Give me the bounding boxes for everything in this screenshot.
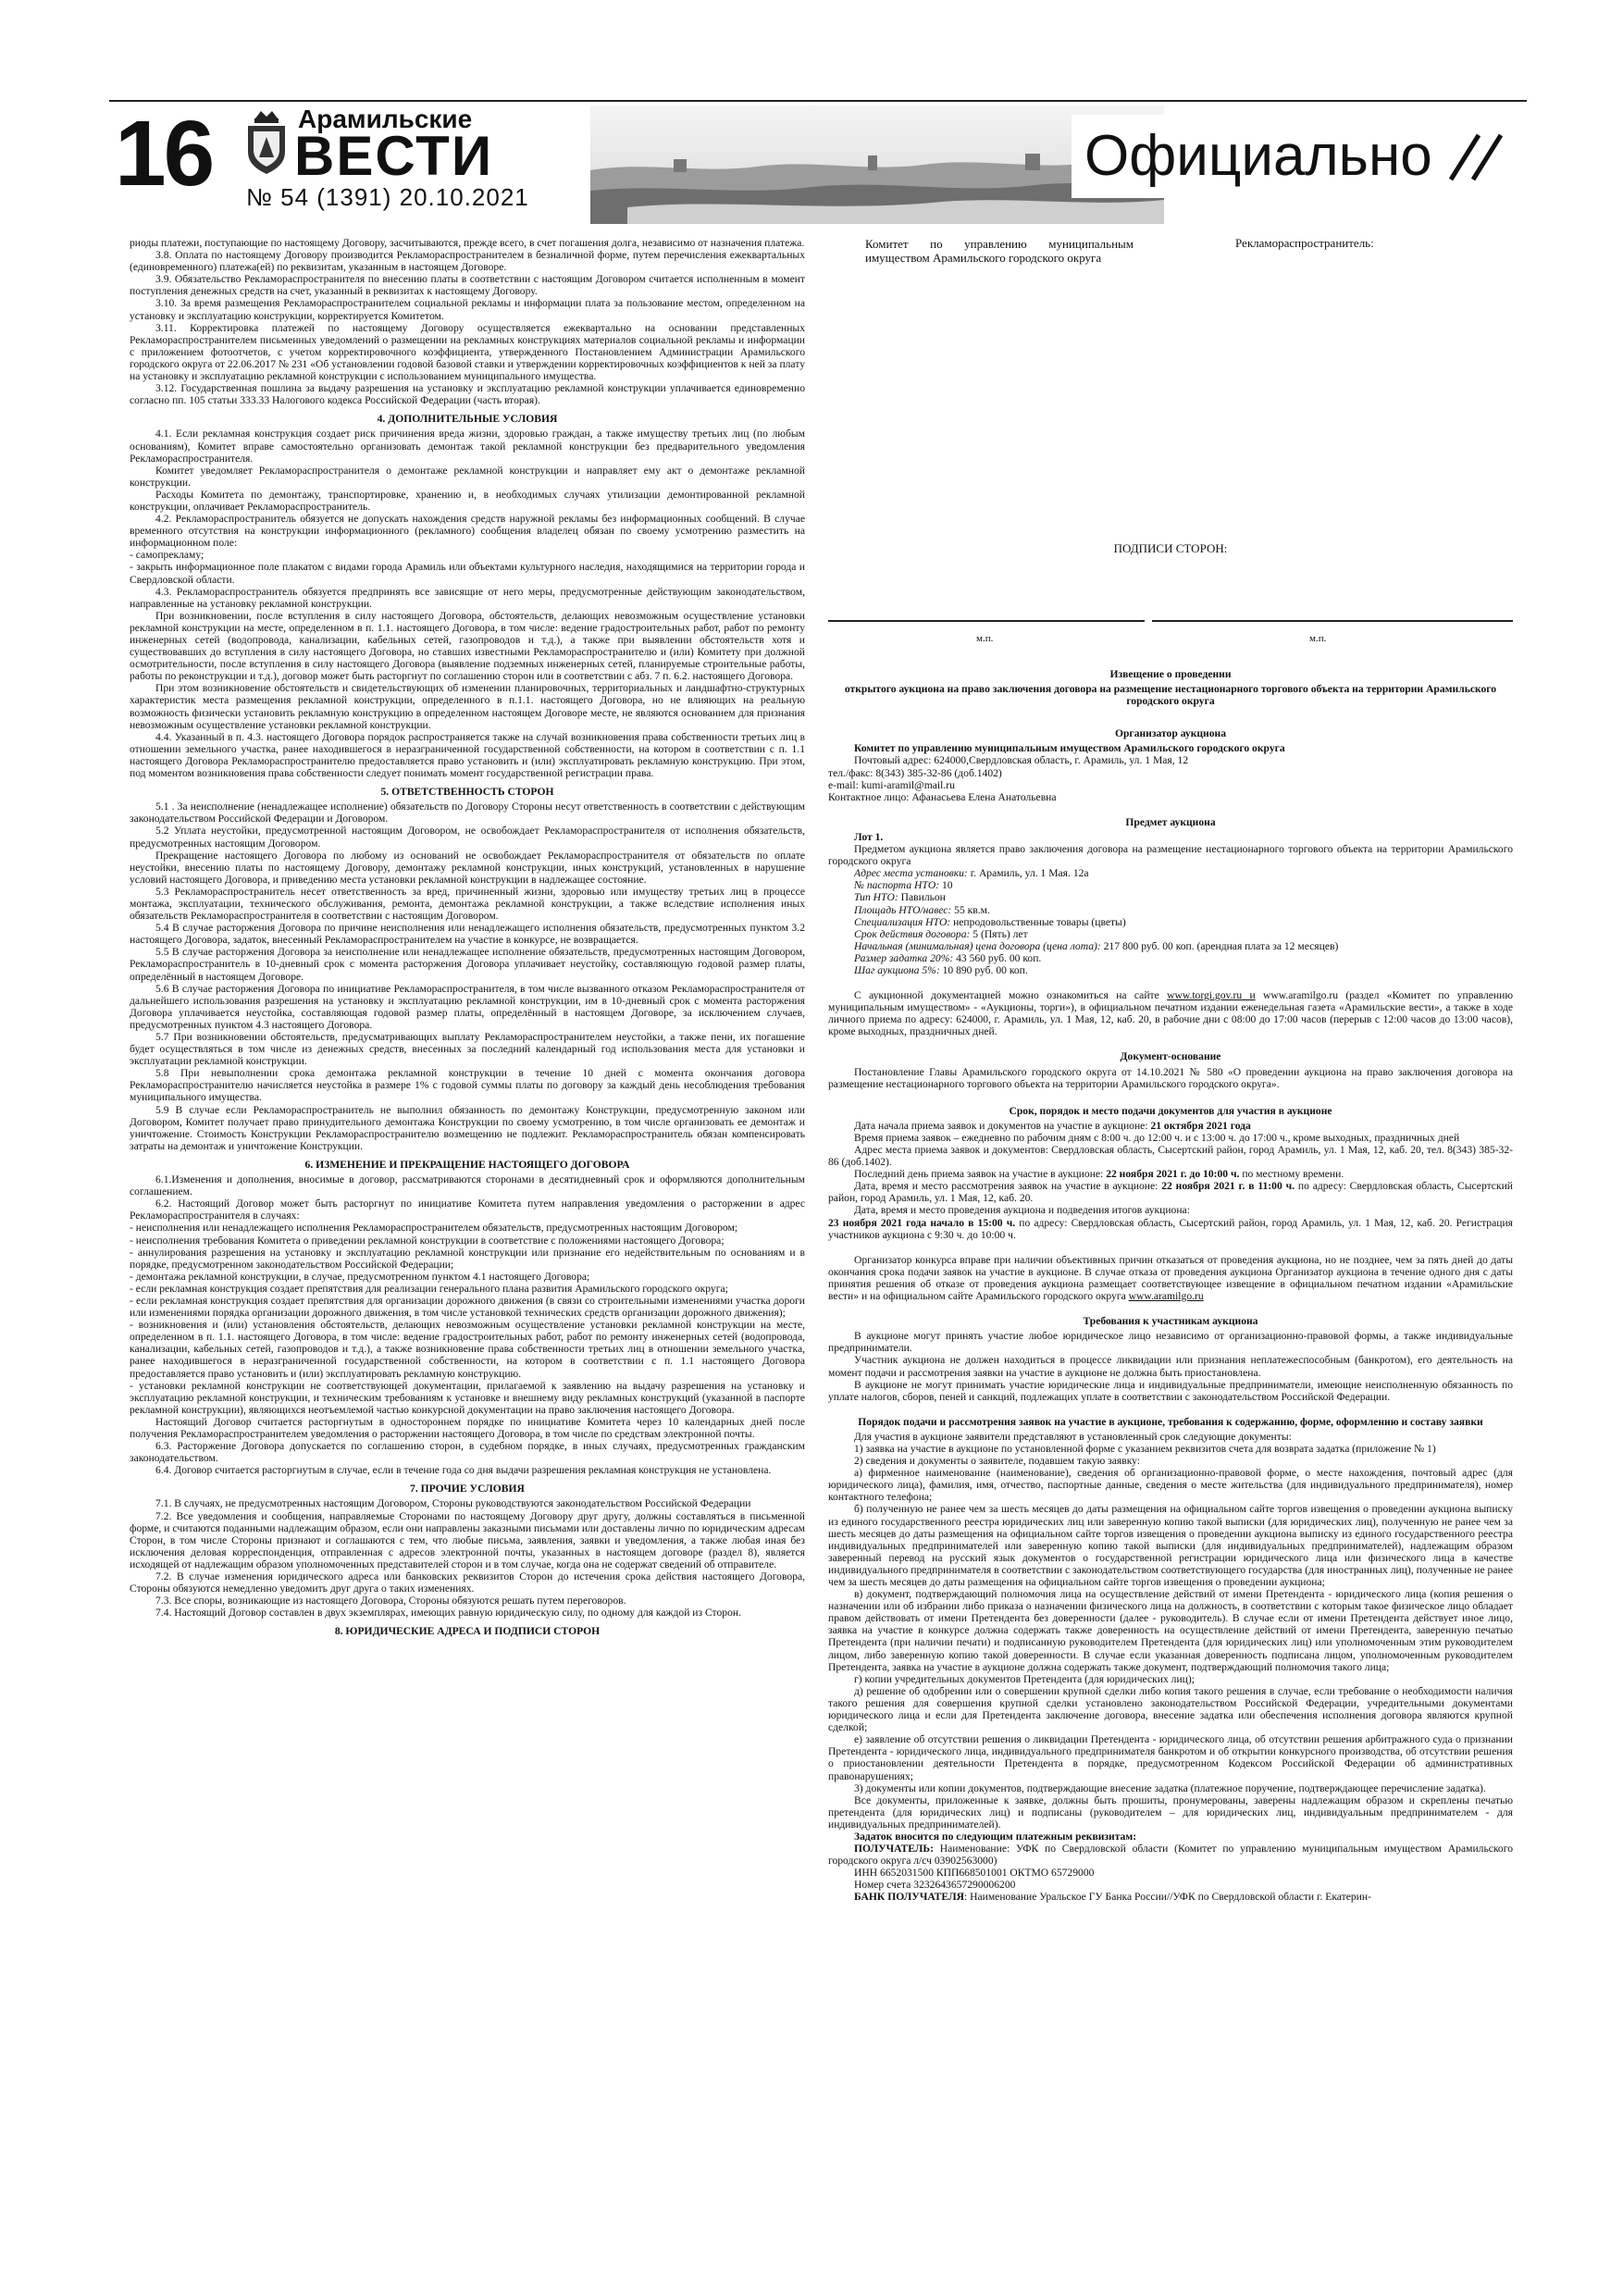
paragraph: 4.4. Указанный в п. 4.3. настоящего Договора порядок распространяется также на случай возникновения права собственности третьих лиц в отношении земельного участка, ранее находившегося в неразграниченной государственной собственности, на котором в соответствии с п. 1.1 настоящего Договора Рекламораспространителю предоставляется право установить и (или) эксплуатировать рекламную конструкцию. При этом, под моментом возникновения права собственности следует понимать момент государственной регистрации права. <box>130 730 805 780</box>
notice-subtitle: открытого аукциона на право заключения договора на размещение нестационарного торгового объекта на территории Арамильского городского округа <box>844 683 1497 708</box>
paragraph: в) документ, подтверждающий полномочия лица на осуществление действий от имени Претендента - юридического лица (копия решения о назначении или об избрании либо приказа о назначении физического лица на должность, в соответствии с которым такое физическое лицо обладает правом действовать от имени Претендента без доверенности (далее - руководитель). В случае если от имени Претендента действует иное лицо, заявка на участие в конкурсе должна содержать также доверенность на осуществление действий от имени Претендента, заверенную печатью Претендента (при наличии печати) и подписанную руководителем Претендента (для юридических лиц) или уполномоченным этим руководителем лицом, либо заверенную копию такой доверенности. В случае если указанная доверенность подписана лицом, уполномоченным руководителем Претендента, заявка на участие в аукционе должна содержать также документ, подтверждающий полномочия такого лица; <box>828 1588 1513 1673</box>
field-value: 5 (Пять) лет <box>970 927 1028 940</box>
paragraph: Прекращение настоящего Договора по любому из оснований не освобождает Рекламораспространителя от обязательств по оплате неустойки, внесению платы по настоящему Договору, демонтажу рекламной конструкции, иных конструкций, установленных в нарушение условий настоящего Договора, и приведению места установки рекламной конструкции в надлежащее состояние. <box>130 849 805 886</box>
lot-field <box>828 940 1513 952</box>
paragraph: 2) сведения и документы о заявителе, подавшем такую заявку: <box>854 1455 1141 1468</box>
section-heading: 5. ОТВЕТСТВЕННОСТЬ СТОРОН <box>380 786 554 799</box>
paragraph: 5.4 В случае расторжения Договора по причине неисполнения или ненадлежащего исполнения обязательств, предусмотренных пунктом 3.2 настоящего Договора, задаток, внесенный Рекламораспространителем на участие в конкурсе, не возвращается. <box>130 922 805 947</box>
paragraph: 5.1 . За неисполнение (ненадлежащее исполнение) обязательств по Договору Стороны несут ответственность в соответствии с действующим законодательством Российской Федерации и Договором. <box>130 800 805 825</box>
lot-field <box>828 952 1513 964</box>
paragraph: 3.8. Оплата по настоящему Договору производится Рекламораспространителем в безналичной форме, путем перечисления ежеквартальных (единовременного) платежа(ей) по реквизитам, указанным в настоящем Договоре. <box>130 249 805 274</box>
seal-labels <box>828 626 1513 661</box>
field-label: Адрес места установки: <box>854 867 968 880</box>
paragraph: Дата начала приема заявок и документов на участие в аукционе: 21 октября 2021 года <box>854 1119 1251 1132</box>
paper-name-top: Арамильские <box>298 105 473 133</box>
paragraph: - закрыть информационное поле плакатом с видами города Арамиль или объектами культурного наследия, находящимися на территории города и Свердловской области. <box>130 561 805 586</box>
paragraph: б) полученную не ранее чем за шесть месяцев до даты размещения на официальном сайте торгов извещения о проведении аукциона выписку из единого государственного реестра юридических лиц или заверенную копию такой выписки (для юридических лиц), полученную не ранее чем за шесть месяцев до даты размещения на официальном сайте торгов извещения о проведении аукциона выписку из единого государственного реестра индивидуальных предпринимателей или заверенную копию такой выписки (для индивидуальных предпринимателей), надлежащим образом заверенный перевод на русский язык документов о государственной регистрации юридического лица или физического лица в качестве индивидуального предпринимателя в соответствии с законодательством соответствующего государства (для иностранных лиц), полученные не ранее чем за шесть месяцев до даты размещения на официальном сайте торгов извещения о проведении аукциона; <box>828 1503 1513 1588</box>
paragraph: При этом возникновение обстоятельств и свидетельствующих об изменении планировочных, территориальных и ландшафтно-структурных характеристик места размещения рекламной конструкции, определенного в п.1.1. настоящего Договора, но не влияющих на реальную возможность физически установить рекламную конструкцию в определенном настоящем Договоре месте, не являются основанием для признания невозможным осуществление установки рекламной конструкции. <box>130 682 805 731</box>
paragraph: Время приема заявок – ежедневно по рабочим дням с 8:00 ч. до 12:00 ч. и с 13:00 ч. до 17:00 ч., кроме выходных, праздничных дней <box>854 1131 1460 1144</box>
paragraph: 7.1. В случаях, не предусмотренных настоящим Договором, Стороны руководствуются законодательством Российской Федерации <box>155 1497 751 1510</box>
field-label: Размер задатка 20%: <box>854 951 954 964</box>
section-heading: Порядок подачи и рассмотрения заявок на участие в аукционе, требования к содержанию, форме, оформлению и составу заявки <box>858 1415 1483 1428</box>
lot-field <box>828 891 1513 903</box>
paragraph: БАНК ПОЛУЧАТЕЛЯ: Наименование Уральское ГУ Банка России//УФК по Свердловской области г. Екатерин- <box>854 1891 1371 1904</box>
page-number: 16 <box>115 102 213 205</box>
paragraph: Все документы, приложенные к заявке, должны быть прошиты, пронумерованы, заверены надлежащим образом и скреплены печатью претендента (для юридических лиц) и подписаны (руководителем – для юридических лиц, индивидуальным предпринимателем - для индивидуальных предпринимателей). <box>828 1793 1513 1831</box>
seal-label: м.п. <box>976 633 994 644</box>
paragraph: Для участия в аукционе заявители представляют в установленный срок следующие документы: <box>854 1430 1292 1443</box>
section-heading: Предмет аукциона <box>1125 815 1216 828</box>
org-contact: Контактное лицо: Афанасьева Елена Анатольевна <box>828 790 1057 803</box>
paragraph: Комитет уведомляет Рекламораспространителя о демонтаже рекламной конструкции и направляет ему акт о демонтаже рекламной конструкции. <box>130 464 805 489</box>
paragraph: 3.9. Обязательство Рекламораспространителя по внесению платы в соответствии с настоящим Договором считается исполненным в момент поступления денежных средств на счет, указанный в реквизитах к настоящему Договору. <box>130 273 805 298</box>
paragraph: 6.3. Расторжение Договора допускается по соглашению сторон, в судебном порядке, в иных случаях, предусмотренных гражданским законодательством. <box>130 1440 805 1465</box>
org-name: Комитет по управлению муниципальным имуществом Арамильского городского округа <box>854 742 1285 755</box>
field-label: Шаг аукциона 5%: <box>854 963 940 976</box>
field-label: Специализация НТО: <box>854 915 951 928</box>
paragraph: - самопрекламу; <box>130 549 204 562</box>
paragraph: Организатор конкурса вправе при наличии объективных причин отказаться от проведения аукциона, но не позднее, чем за пять дней до даты окончания срока подачи заявок на участие в аукционе. В случае отказа от проведения аукциона Организатор аукциона в течение одного дня с даты принятия решения об отказе от проведения аукциона размещает соответствующее извещение в официальном печатном издании «Арамильские вести» и на официальном сайте Арамильского городского округа www.aramilgo.ru <box>828 1253 1513 1303</box>
paragraph: Дата, время и место рассмотрения заявок на участие в аукционе: 22 ноября 2021 г. в 11:00 ч. по адресу: Свердловская область, Сысертский район, город Арамиль, ул. 1 Мая, 12, каб. 20. <box>828 1180 1513 1205</box>
section-heading: Организатор аукциона <box>1114 727 1227 740</box>
paragraph: Настоящий Договор считается расторгнутым в одностороннем порядке по инициативе Комитета через 10 календарных дней после получения Рекламораспространителем уведомления о расторжении настоящего Договора, в том числе по средствам электронной почты. <box>130 1415 805 1440</box>
paragraph: - возникновения и (или) установления обстоятельств, делающих невозможным осуществление установки рекламной конструкции на месте, определенном в п. 1.1. настоящего Договора, в том числе: ведение градостроительных работ, работ по ремонту инженерных сетей (водопровода, канализации, кабельных сетей, газопроводов и т.д.), а также возникновение права собственности третьих лиц в отношении земельного участка, ранее находившегося в неразграниченной государственной собственности, на котором в соответствии с п. 1.1 настоящего Договора предоставляется право установить и (или) эксплуатировать рекламную конструкцию. <box>130 1319 805 1380</box>
paragraph: 5.3 Рекламораспространитель несет ответственность за вред, причиненный жизни, здоровью или имуществу третьих лиц в процессе монтажа, эксплуатации, технического обслуживания, ремонта, демонтажа рекламной конструкции, а также вследствие исполнения иных обязательств Рекламораспространителя в соответствии с настоящим Договором. <box>130 885 805 923</box>
paragraph: 6.4. Договор считается расторгнутым в случае, если в течение года со дня выдачи разрешения рекламная конструкция не установлена. <box>155 1464 772 1477</box>
field-value: непродовольственные товары (цветы) <box>950 915 1126 928</box>
committee-name: Комитет по управлению муниципальным имуществом Арамильского городского округа <box>865 237 1134 265</box>
paragraph: 5.6 В случае расторжения Договора по инициативе Рекламораспространителя, в том числе вызванного отказом Рекламораспространителя от дальнейшего использования разрешения на установку и эксплуатацию рекламной конструкции, им в 10-дневный срок с момента расторжения Договора уплачивается неустойка, составляющая годовой размер платы, определённый в настоящем Договоре, за исключением случаев, предусмотренных пунктом 4.3 настоящего Договора. <box>130 982 805 1031</box>
paragraph: В аукционе не могут принимать участие юридические лица и индивидуальные предприниматели, имеющие неисполненную обязанность по уплате налогов, сборов, пеней и санкций, подлежащих уплате в соответствии с законодательством Российской Федерации. <box>828 1378 1513 1403</box>
paragraph: Участник аукциона не должен находиться в процессе ликвидации или признания неплатежеспособным (банкротом), его деятельность на момент подачи и рассмотрения заявки на участие в аукционе не должна быть приостановлена. <box>828 1354 1513 1379</box>
org-address: Почтовый адрес: 624000,Свердловская область, г. Арамиль, ул. 1 Мая, 12 <box>854 754 1189 767</box>
section-heading: Документ-основание <box>1120 1050 1221 1063</box>
paragraph: 3.10. За время размещения Рекламораспространителем социальной рекламы и информации плата за пользование местом, определенном на установку и эксплуатацию конструкции, корректируется Комитетом. <box>130 297 805 322</box>
paragraph: - если рекламная конструкция создает препятствия для реализации генерального плана развития Арамильского городского округа; <box>130 1282 728 1295</box>
paragraph: Задаток вносится по следующим платежным реквизитам: <box>854 1830 1137 1843</box>
paragraph: 5.8 При невыполнении срока демонтажа рекламной конструкции в течение 10 дней с момента окончания договора Рекламораспространителю начисляется неустойка в размере 1% с годовой суммы платы по договору за каждый день несоблюдения требования муниципального имущества. <box>130 1067 805 1104</box>
left-column <box>130 237 805 1641</box>
paragraph: Расходы Комитета по демонтажу, транспортировке, хранению и, в необходимых случаях утилизации демонтированной рекламной конструкции, оплачивает Рекламораспространитель. <box>130 488 805 513</box>
field-label: Срок действия договора: <box>854 927 971 940</box>
section-heading: 8. ЮРИДИЧЕСКИЕ АДРЕСА И ПОДПИСИ СТОРОН <box>334 1625 601 1638</box>
paragraph: 5.9 В случае если Рекламораспространитель не выполнил обязанность по демонтажу Конструкции, предусмотренную законом или Договором, Комитет получает право принудительного демонтажа Конструкции по своему усмотрению, в том числе организовать ее демонтаж и уничтожение. Стоимость Конструкции Рекламораспространителю возмещению не подлежит. Рекламораспространитель обязан компенсировать затраты на демонтаж и уничтожение Конструкции. <box>130 1103 805 1152</box>
org-email: e-mail: kumi-aramil@mail.ru <box>828 778 955 791</box>
paragraph: При возникновении, после вступления в силу настоящего Договора, обстоятельств, делающих невозможным осуществление установки рекламной конструкции на месте, определенном в п. 1.1. настоящего Договора, в том числе: ведение градостроительных работ, работ по ремонту инженерных сетей (водопровода, канализации, кабельных сетей, газопроводов и т.д.), а также при выявлении обстоятельств хотя и существовавших до вступления в силу настоящего Договора, но ставших известными Рекламораспространителю и (или) Комитету при должной осмотрительности, после вступления в силу настоящего Договора (выявление подземных инженерных сетей, планируемые строительные работы, работы по реконструкции и т.д.), договор может быть расторгнут по соглашению сторон или в соответствии с абз. 7 п. 6.2. настоящего Договора. <box>130 609 805 683</box>
field-value: 55 кв.м. <box>951 903 990 916</box>
signature-line <box>828 620 1145 622</box>
paragraph: - установки рекламной конструкции не соответствующей документации, прилагаемой к заявлению на выдачу разрешения на установку и эксплуатацию рекламной конструкции, и техническим требованиям к установке и внешнему виду рекламных конструкций (указанной в паспорте рекламной конструкции), являющихся неотъемлемой частью конкурсной документации на право заключения настоящего Договора. <box>130 1379 805 1416</box>
paragraph: 3.11. Корректировка платежей по настоящему Договору осуществляется ежеквартально на основании представленных Рекламораспространителем письменных уведомлений о размещении на рекламных конструкциях материалов социальной рекламы и информации с приложением фотоотчетов, с учетом корректировочного коэффициента, утвержденного Постановлением Администрации Арамильского городского округа от 22.06.2017 № 231 «Об установлении годовой базовой ставки и утверждении корректировочных коэффициентов к ней за плату на установку и эксплуатацию рекламной конструкции с использованием муниципального имущества. <box>130 321 805 383</box>
issue-info: № 54 (1391) 20.10.2021 <box>246 183 529 211</box>
lot-field <box>828 928 1513 940</box>
paragraph: 5.2 Уплата неустойки, предусмотренной настоящим Договором, не освобождает Рекламораспространителя от исполнения обязательств, предусмотренных настоящим Договором. <box>130 825 805 850</box>
field-label: Площадь НТО/навес: <box>854 903 952 916</box>
paragraph: 3.12. Государственная пошлина за выдачу разрешения на установку и эксплуатацию рекламной конструкции уплачивается единовременно согласно пп. 105 статьи 333.33 Налогового кодекса Российской Федерации (часть вторая). <box>130 382 805 407</box>
right-column <box>828 237 1513 1904</box>
paper-name-bottom: ВЕСТИ <box>294 125 493 187</box>
signature-block <box>828 237 1513 626</box>
aramilgo-link[interactable]: www.aramilgo.ru <box>1128 1290 1204 1303</box>
paragraph: 5.5 В случае расторжения Договора за неисполнение или ненадлежащее исполнение обязательств, предусмотренных настоящим Договором, Рекламораспространитель в 10-дневный срок с момента расторжения Договора уплачивает неустойку, составляющую годовой размер платы, определённый в настоящем Договоре. <box>130 946 805 983</box>
paragraph: е) заявление об отсутствии решения о ликвидации Претендента - юридического лица, об отсутствии решения арбитражного суда о признании Претендента - юридического лица, индивидуального предпринимателя банкротом и об открытии конкурсного производства, об отсутствии решения о приостановлении деятельности Претендента в порядке, предусмотренном Кодексом Российской Федерации об административных правонарушениях; <box>828 1733 1513 1782</box>
docs-paragraph: С аукционной документацией можно ознакомиться на сайте www.torgi.gov.ru и www.aramilgo.ru (раздел «Комитет по управлению муниципальным имуществом» - «Аукционы, торги»), в официальном печатном издании еженедельная газета «Арамильские вести», а также в ходе личного приема по адресу: 624000, г. Арамиль, ул. 1 Мая, 12, каб. 20, в рабочие дни с 08:00 до 17:00 часов (перерыв с 12:00 часов до 13:00 часов), кроме выходных, праздничных дней. <box>828 989 1513 1038</box>
org-phone: тел./факс: 8(343) 385-32-86 (доб.1402) <box>828 766 1002 779</box>
paragraph: 7.2. Все уведомления и сообщения, направляемые Сторонами по настоящему Договору друг другу, должны составляться в письменной форме, и считаются поданными надлежащим образом, если они направлены заказными письмами или доставлены лично по юридическим адресам Сторон, в том числе Стороны признают и соглашаются с тем, что любые письма, заявления, заявки и уведомления, а также любая иная без исключения деловая корреспонденция, отправленная с адресов электронной почты, указанных в настоящем договоре (раздел 8), является исходящей от надлежащим образом уполномоченных представителей сторон и в том случае, когда она не содержат сведений об отправителе. <box>130 1509 805 1570</box>
paragraph: - демонтажа рекламной конструкции, в случае, предусмотренном пунктом 4.1 настоящего Договора; <box>130 1270 590 1283</box>
paragraph: Постановление Главы Арамильского городского округа от 14.10.2021 № 580 «О проведении аукциона на право заключения договора на размещение нестационарного торгового объекта на территории Арамильского городского округа». <box>828 1065 1513 1090</box>
field-value: 10 890 руб. 00 коп. <box>939 963 1028 976</box>
lot-number: Лот 1. <box>854 830 884 843</box>
lot-field <box>828 964 1513 976</box>
paragraph: 6.1.Изменения и дополнения, вносимые в договор, рассматриваются сторонами в десятидневный срок и оформляются дополнительным соглашением. <box>130 1173 805 1198</box>
paragraph: 7.2. В случае изменения юридического адреса или банковских реквизитов Сторон до истечения срока действия настоящего Договора, Стороны обязуются немедленно уведомить друг друга о таких изменениях. <box>130 1570 805 1595</box>
paragraph: 4.2. Рекламораспространитель обязуется не допускать нахождения средств наружной рекламы без информационных сообщений. В случае временного отсутствия на конструкции информационного (рекламного) сообщения владелец обязан по своему усмотрению разместить на информационном поле: <box>130 513 805 550</box>
paragraph: г) копии учредительных документов Претендента (для юридических лиц); <box>854 1672 1195 1685</box>
paragraph: Дата, время и место проведения аукциона и подведения итогов аукциона: <box>854 1204 1190 1217</box>
paragraph: Адрес места приема заявок и документов: Свердловская область, Сысертский район, город Арамиль, ул. 1 Мая, 12, каб. 20, тел. 8(343) 385-32-86 (доб.1402). <box>828 1144 1513 1169</box>
signature-line <box>1152 620 1513 622</box>
lot-field <box>828 879 1513 891</box>
paragraph: 4.3. Рекламораспространитель обязуется предпринять все зависящие от него меры, предусмотренные действующим законодательством, направленные на установку рекламной конструкции. <box>130 585 805 610</box>
paragraph: 4.1. Если рекламная конструкция создает риск причинения вреда жизни, здоровью граждан, а также имуществу третьих лиц (по любым основаниям), Комитет вправе самостоятельно организовать демонтаж такой рекламной конструкции без предварительного уведомления Рекламораспространителя. <box>130 428 805 465</box>
field-value: Павильон <box>898 891 946 904</box>
seal-label: м.п. <box>1309 633 1327 644</box>
field-label: № паспорта НТО: <box>854 879 940 892</box>
double-slash-icon <box>1442 133 1508 181</box>
paragraph: 6.2. Настоящий Договор может быть расторгнут по инициативе Комитета путем направления уведомления о расторжении в адрес Рекламораспространителя в случаях: <box>130 1198 805 1222</box>
paragraph: 1) заявка на участие в аукционе по установленной форме с указанием реквизитов счета для возврата задатка (приложение № 1) <box>854 1442 1436 1455</box>
field-value: 217 800 руб. 00 коп. (арендная плата за 12 месяцев) <box>1100 939 1339 952</box>
paragraph: ПОЛУЧАТЕЛЬ: Наименование: УФК по Свердловской области (Комитет по управлению муниципальным имуществом Арамильского городского округа л/сч 03902563000) <box>828 1843 1513 1868</box>
paragraph: - неисполнения требования Комитета о приведении рекламной конструкции в соответствие с положениями настоящего Договора; <box>130 1234 725 1247</box>
paragraph: д) решение об одобрении или о совершении крупной сделки либо копия такого решения в случае, если требование о необходимости наличия такого решения для совершения крупной сделки установлено законодательством Российской Федерации, учредительными документами юридического лица и если для Претендента заключение договора, внесение задатка или обеспечения исполнения договора являются крупной сделкой; <box>828 1684 1513 1734</box>
top-rule <box>109 100 1527 102</box>
section-title: Официально <box>1072 115 1445 198</box>
paragraph: 3) документы или копии документов, подтверждающие внесение задатка (платежное поручение, подтверждающее перечисление задатка). <box>854 1781 1486 1794</box>
section-heading: 6. ИЗМЕНЕНИЕ И ПРЕКРАЩЕНИЕ НАСТОЯЩЕГО ДОГОВОРА <box>304 1158 630 1171</box>
section-heading: 4. ДОПОЛНИТЕЛЬНЫЕ УСЛОВИЯ <box>377 413 558 426</box>
paragraph: 5.7 При возникновении обстоятельств, предусматривающих выплату Рекламораспространителем неустойки, а также пени, их погашение будет осуществляться в том числе из денежных средств, внесенных за последний календарный год использования места для установки и эксплуатации рекламной конструкции. <box>130 1031 805 1068</box>
paragraph: ИНН 6652031500 КПП668501001 ОКТМО 65729000 <box>854 1867 1095 1880</box>
signatures-title: ПОДПИСИ СТОРОН: <box>1113 541 1228 555</box>
paragraph: Номер счета 3232643657290006200 <box>854 1879 1016 1892</box>
paragraph: - аннулирования разрешения на установку и эксплуатацию рекламной конструкции или признание его недействительным по основаниям и в порядке, предусмотренном законодательством Российской Федерации; <box>130 1246 805 1271</box>
advertiser-label: Рекламораспространитель: <box>1235 236 1374 250</box>
section-heading: Требования к участникам аукциона <box>1083 1315 1258 1328</box>
field-value: 10 <box>939 879 953 892</box>
field-label: Тип НТО: <box>854 891 898 904</box>
lot-field <box>828 916 1513 928</box>
lot-field <box>828 867 1513 879</box>
coat-of-arms-icon <box>246 111 287 174</box>
notice-title: Извещение о проведении <box>1109 668 1232 680</box>
paragraph: риоды платежи, поступающие по настоящему Договору, засчитываются, прежде всего, в счет погашения долга, независимо от назначения платежа. <box>130 237 805 249</box>
field-value: г. Арамиль, ул. 1 Мая. 12а <box>967 867 1089 880</box>
paragraph: В аукционе могут принять участие любое юридическое лицо независимо от организационно-правовой формы, а также индивидуальные предприниматели. <box>828 1330 1513 1355</box>
paragraph: - неисполнения или ненадлежащего исполнения Рекламораспространителем обязательств, предусмотренных настоящим Договором; <box>130 1222 738 1235</box>
paragraph: Предметом аукциона является право заключения договора на размещение нестационарного торгового объекта на территории Арамильского городского округа <box>828 843 1513 868</box>
lot-field <box>828 904 1513 916</box>
paragraph: Последний день приема заявок на участие в аукционе: 22 ноября 2021 г. до 10:00 ч. по местному времени. <box>854 1168 1344 1181</box>
section-heading: 7. ПРОЧИЕ УСЛОВИЯ <box>410 1483 525 1496</box>
paragraph: 23 ноября 2021 года начало в 15:00 ч. по адресу: Свердловская область, Сысертский район, город Арамиль, ул. 1 Мая, 12, каб. 20. Регистрация участников аукциона с 9:30 ч. до 10:00 ч. <box>828 1216 1513 1241</box>
paragraph: а) фирменное наименование (наименование), сведения об организационно-правовой форме, о месте нахождения, почтовый адрес (для юридического лица), фамилия, имя, отчество, паспортные данные, сведения о месте жительства (для индивидуального предпринимателя), номер контактного телефона; <box>828 1467 1513 1504</box>
section-heading: Срок, порядок и место подачи документов для участия в аукционе <box>1009 1104 1332 1117</box>
torgi-link[interactable]: www.torgi.gov.ru и <box>1167 989 1256 1002</box>
masthead <box>109 93 1527 233</box>
paragraph: - если рекламная конструкция создает препятствия для организации дорожного движения (в связи со строительными изменениями участка дороги или изменениями порядка организации дорожного движения, в том числе установкой технических средств организации дорожного движения); <box>130 1294 805 1320</box>
paragraph: 7.4. Настоящий Договор составлен в двух экземплярах, имеющих равную юридическую силу, по одному для каждой из Сторон. <box>155 1607 741 1620</box>
paragraph: 7.3. Все споры, возникающие из настоящего Договора, Стороны обязуются решать путем переговоров. <box>155 1595 626 1607</box>
field-label: Начальная (минимальная) цена договора (цена лота): <box>854 939 1101 952</box>
field-value: 43 560 руб. 00 коп. <box>953 951 1042 964</box>
